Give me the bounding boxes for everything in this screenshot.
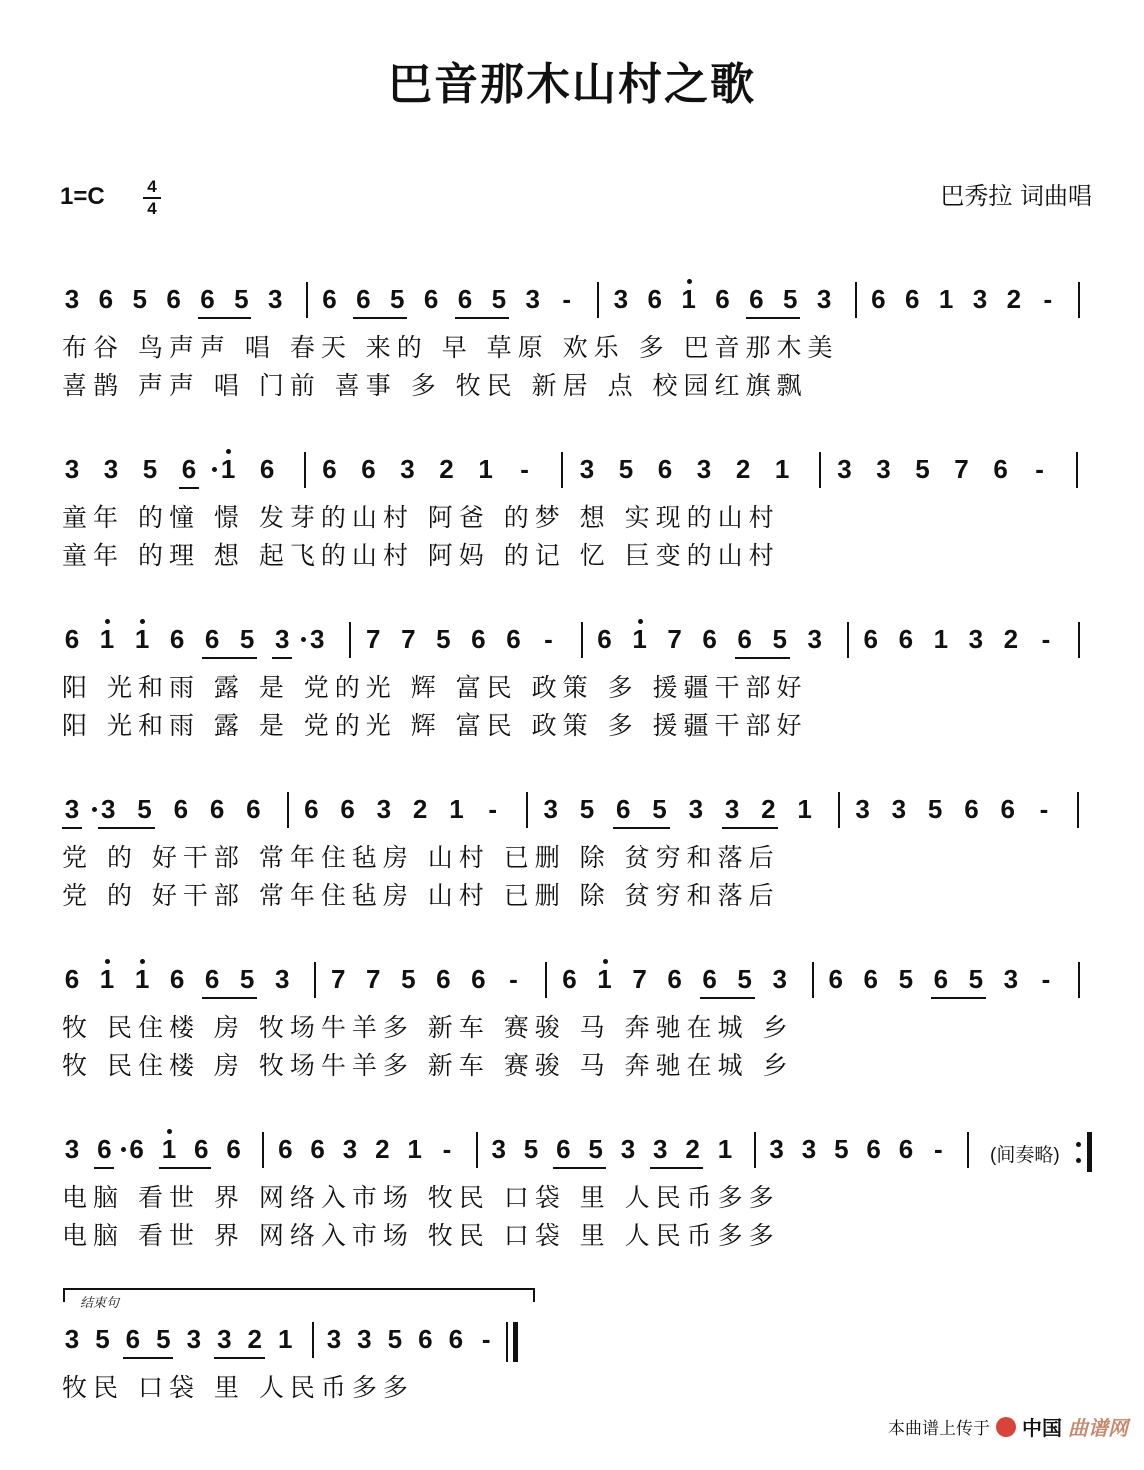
- score-system: [0, 1120, 1144, 1280]
- note: 6: [506, 624, 521, 654]
- dash-extension: -: [520, 454, 529, 484]
- barline: [855, 282, 857, 318]
- augmentation-dot: [121, 1147, 126, 1152]
- site-name-part2: 曲谱网: [1068, 1416, 1128, 1440]
- note: 7: [331, 964, 346, 994]
- note: 3: [620, 1134, 636, 1164]
- note: 6: [322, 284, 337, 314]
- note: 3: [186, 1324, 202, 1354]
- dash-extension: -: [562, 284, 571, 314]
- note: 1: [99, 624, 115, 654]
- note: 5: [737, 964, 752, 994]
- note: 6: [436, 964, 451, 994]
- note: 3: [613, 284, 629, 314]
- note: 6: [97, 1134, 112, 1164]
- repeat-dot: [1076, 1142, 1081, 1147]
- note: 6: [418, 1324, 433, 1354]
- score-system: [0, 950, 1144, 1110]
- barline: [526, 792, 528, 828]
- high-octave-dot: [105, 959, 110, 964]
- note: 6: [562, 964, 577, 994]
- note: 5: [387, 1324, 403, 1354]
- lyric-line-1: 党 的 好干部 常年住毡房 山村 已删 除 贫穷和落后: [62, 843, 780, 872]
- note: 3: [64, 794, 80, 824]
- note: 6: [169, 624, 185, 654]
- ending-label: 结束句: [80, 1296, 120, 1311]
- beam-underline: [746, 317, 800, 319]
- note: 1: [632, 624, 647, 654]
- note: 5: [968, 964, 984, 994]
- barline: [812, 962, 814, 998]
- beam-underline: [123, 1357, 173, 1359]
- note: 6: [64, 964, 80, 994]
- note: 2: [439, 454, 454, 484]
- note: 6: [64, 624, 80, 654]
- beam-underline: [455, 317, 509, 319]
- note: 6: [863, 624, 878, 654]
- note: 3: [376, 794, 392, 824]
- beam-underline: [353, 317, 407, 319]
- note: 1: [220, 454, 236, 484]
- note: 1: [99, 964, 115, 994]
- note: 5: [390, 284, 405, 314]
- note: 3: [64, 1134, 80, 1164]
- note: 7: [366, 964, 381, 994]
- note: 5: [239, 964, 255, 994]
- key-signature: 1=C: [60, 183, 105, 210]
- note: 3: [543, 794, 558, 824]
- note: 6: [749, 284, 764, 314]
- barline: [967, 1132, 969, 1168]
- note: 6: [898, 624, 914, 654]
- final-barline-thin: [506, 1322, 508, 1362]
- barline: [754, 1132, 756, 1168]
- site-name-part1: 中国: [1022, 1416, 1062, 1440]
- dash-extension: -: [488, 794, 498, 824]
- note: 1: [597, 964, 612, 994]
- time-signature-bottom: 4: [147, 199, 157, 218]
- note: 6: [471, 624, 486, 654]
- note: 3: [807, 624, 822, 654]
- repeat-dot: [1076, 1158, 1081, 1163]
- time-signature-top: 4: [147, 177, 157, 196]
- beam-underline: [613, 827, 669, 829]
- note: 6: [200, 284, 215, 314]
- note: 1: [933, 624, 949, 654]
- note: 6: [204, 964, 220, 994]
- note: 1: [717, 1134, 733, 1164]
- high-octave-dot: [167, 1129, 172, 1134]
- note: 5: [156, 1324, 171, 1354]
- note: 2: [761, 794, 776, 824]
- upload-text: 本曲谱上传于: [888, 1419, 990, 1438]
- beam-underline: [62, 827, 82, 829]
- barline: [581, 622, 583, 658]
- note: 3: [274, 624, 290, 654]
- note: 6: [715, 284, 730, 314]
- note: 3: [64, 1324, 80, 1354]
- barline: [597, 282, 599, 318]
- note: 5: [132, 284, 147, 314]
- dash-extension: -: [442, 1134, 452, 1164]
- lyric-line-1: 阳 光和雨 露 是 党的光 辉 富民 政策 多 援疆干部好: [62, 673, 808, 702]
- note: 1: [134, 964, 150, 994]
- lyric-line-1: 布谷 鸟声声 唱 春天 来的 早 草原 欢乐 多 巴音那木美: [62, 333, 839, 362]
- note: 6: [616, 794, 631, 824]
- note: 6: [356, 284, 371, 314]
- note: 6: [866, 1134, 881, 1164]
- note: 3: [972, 284, 988, 314]
- site-logo-icon: [996, 1417, 1016, 1437]
- note: 6: [204, 624, 220, 654]
- note: 5: [401, 964, 416, 994]
- note: 3: [491, 1134, 506, 1164]
- dash-extension: -: [1041, 624, 1051, 654]
- note: 5: [436, 624, 451, 654]
- lyric-line-2: 童年 的理 想 起飞的山村 阿妈 的记 忆 巨变的山村: [62, 541, 780, 570]
- note: 7: [632, 964, 647, 994]
- dash-extension: -: [1039, 794, 1049, 824]
- note: 6: [194, 1134, 209, 1164]
- barline: [1077, 792, 1079, 828]
- note: 2: [685, 1134, 700, 1164]
- lyric-line-2: 电脑 看世 界 网络入市场 牧民 口袋 里 人民币多多: [62, 1221, 780, 1250]
- note: 1: [938, 284, 954, 314]
- barline: [314, 962, 316, 998]
- beam-underline: [722, 827, 778, 829]
- note: 6: [322, 454, 337, 484]
- dash-extension: -: [1035, 454, 1044, 484]
- note: 3: [326, 1324, 342, 1354]
- beam-underline: [202, 997, 257, 999]
- note: 6: [448, 1324, 464, 1354]
- lyric-line-2: 党 的 好干部 常年住毡房 山村 已删 除 贫穷和落后: [62, 881, 780, 910]
- note: 6: [828, 964, 843, 994]
- note: 3: [801, 1134, 817, 1164]
- barline: [262, 1132, 264, 1168]
- note: 3: [357, 1324, 372, 1354]
- beam-underline: [159, 1167, 211, 1169]
- high-octave-dot: [603, 959, 608, 964]
- note: 6: [657, 454, 673, 484]
- note: 6: [304, 794, 319, 824]
- note: 2: [412, 794, 428, 824]
- barline: [287, 792, 289, 828]
- note: 6: [209, 794, 225, 824]
- note: 6: [129, 1134, 144, 1164]
- note: 5: [783, 284, 798, 314]
- barline: [819, 452, 821, 488]
- lyric-line-2: 牧 民住楼 房 牧场牛羊多 新车 赛骏 马 奔驰在城 乡: [62, 1051, 794, 1080]
- note: 5: [239, 624, 255, 654]
- note: 6: [1000, 794, 1015, 824]
- note: 2: [735, 454, 751, 484]
- barline: [312, 1322, 314, 1358]
- note: 1: [478, 454, 493, 484]
- lyric-line-1: 童年 的憧 憬 发芽的山村 阿爸 的梦 想 实现的山村: [62, 503, 780, 532]
- note: 5: [898, 964, 914, 994]
- beam-underline: [94, 1167, 114, 1169]
- note: 5: [523, 1134, 539, 1164]
- dash-extension: -: [1043, 284, 1053, 314]
- note: 1: [449, 794, 464, 824]
- note: 6: [702, 624, 717, 654]
- note: 3: [724, 794, 740, 824]
- note: 3: [103, 454, 119, 484]
- note: 6: [898, 1134, 914, 1164]
- note: 3: [579, 454, 595, 484]
- beam-underline: [650, 1167, 702, 1169]
- note: 6: [933, 964, 949, 994]
- score-system: [0, 270, 1144, 430]
- lyric-line-1: 牧 民住楼 房 牧场牛羊多 新车 赛骏 马 奔驰在城 乡: [62, 1013, 794, 1042]
- note: 6: [173, 794, 189, 824]
- barline: [1078, 622, 1080, 658]
- lyric-line-2: 阳 光和雨 露 是 党的光 辉 富民 政策 多 援疆干部好: [62, 711, 808, 740]
- note: 6: [310, 1134, 325, 1164]
- score-system: [0, 440, 1144, 600]
- note: 2: [1006, 284, 1022, 314]
- note: 6: [964, 794, 979, 824]
- note: 6: [863, 964, 878, 994]
- note: 3: [217, 1324, 232, 1354]
- credit-line: 巴秀拉 词曲唱: [940, 182, 1092, 210]
- note: 5: [142, 454, 158, 484]
- repeat-end-barline: [1087, 1132, 1092, 1172]
- note: 6: [166, 284, 181, 314]
- note: 3: [772, 964, 787, 994]
- note: 5: [618, 454, 634, 484]
- barline: [561, 452, 563, 488]
- note: 6: [246, 794, 261, 824]
- note: 3: [525, 284, 541, 314]
- note: 5: [234, 284, 249, 314]
- augmentation-dot: [301, 637, 306, 642]
- barline: [1076, 452, 1078, 488]
- note: 6: [871, 284, 886, 314]
- lyric-line-1: 牧民 口袋 里 人民币多多: [62, 1373, 414, 1402]
- dash-extension: -: [933, 1134, 943, 1164]
- note: 3: [310, 624, 325, 654]
- note: 5: [588, 1134, 603, 1164]
- note: 6: [226, 1134, 241, 1164]
- barline: [1078, 962, 1080, 998]
- note: 6: [993, 454, 1008, 484]
- final-barline: [513, 1322, 518, 1362]
- note: 6: [259, 454, 275, 484]
- note: 7: [954, 454, 969, 484]
- score-system: [0, 780, 1144, 940]
- dash-extension: -: [544, 624, 553, 654]
- note: 7: [401, 624, 416, 654]
- augmentation-dot: [212, 467, 217, 472]
- song-title: 巴音那木山村之歌: [388, 59, 756, 110]
- time-signature: [143, 178, 161, 218]
- note: 3: [816, 284, 832, 314]
- score-system: [0, 1296, 1144, 1470]
- beam-underline: [198, 317, 252, 319]
- note: 1: [161, 1134, 177, 1164]
- note: 6: [181, 454, 197, 484]
- high-octave-dot: [638, 619, 643, 624]
- note: 6: [737, 624, 752, 654]
- note: 3: [688, 794, 704, 824]
- note: 3: [400, 454, 415, 484]
- beam-underline: [272, 657, 292, 659]
- barline: [304, 452, 306, 488]
- lyric-line-1: 电脑 看世 界 网络入市场 牧民 口袋 里 人民币多多: [62, 1183, 780, 1212]
- note: 6: [905, 284, 920, 314]
- note: 6: [647, 284, 662, 314]
- score-system: [0, 610, 1144, 770]
- note: 5: [772, 624, 787, 654]
- note: 5: [652, 794, 667, 824]
- interlude-note: (间奏略): [990, 1145, 1060, 1166]
- note: 6: [457, 284, 473, 314]
- beam-underline: [931, 997, 986, 999]
- note: 3: [855, 794, 870, 824]
- note: 3: [64, 284, 80, 314]
- high-octave-dot: [687, 279, 692, 284]
- note: 6: [169, 964, 185, 994]
- beam-underline: [214, 1357, 264, 1359]
- note: 7: [667, 624, 682, 654]
- footer: [888, 1412, 1128, 1441]
- beam-underline: [98, 827, 154, 829]
- note: 5: [915, 454, 930, 484]
- note: 1: [277, 1324, 293, 1354]
- beam-underline: [553, 1167, 605, 1169]
- augmentation-dot: [92, 807, 97, 812]
- ending-bracket: [63, 1288, 535, 1302]
- note: 3: [876, 454, 891, 484]
- high-octave-dot: [105, 619, 110, 624]
- beam-underline: [700, 997, 755, 999]
- note: 3: [891, 794, 907, 824]
- note: 6: [702, 964, 717, 994]
- note: 3: [769, 1134, 784, 1164]
- beam-underline: [202, 657, 257, 659]
- note: 3: [696, 454, 712, 484]
- note: 5: [834, 1134, 849, 1164]
- barline: [545, 962, 547, 998]
- note: 5: [95, 1324, 110, 1354]
- beam-underline: [735, 657, 790, 659]
- note: 1: [797, 794, 812, 824]
- note: 2: [1003, 624, 1019, 654]
- note: 6: [556, 1134, 571, 1164]
- note: 3: [101, 794, 116, 824]
- note: 2: [247, 1324, 262, 1354]
- note: 6: [278, 1134, 293, 1164]
- note: 6: [98, 284, 114, 314]
- note: 3: [64, 454, 80, 484]
- barline: [838, 792, 840, 828]
- lyric-line-2: 喜鹊 声声 唱 门前 喜事 多 牧民 新居 点 校园红旗飘: [62, 371, 808, 400]
- beam-underline: [179, 487, 199, 489]
- note: 7: [366, 624, 381, 654]
- note: 3: [1003, 964, 1019, 994]
- dash-extension: -: [1041, 964, 1051, 994]
- barline: [476, 1132, 478, 1168]
- dash-extension: -: [509, 964, 518, 994]
- note: 3: [968, 624, 984, 654]
- note: 6: [667, 964, 682, 994]
- barline: [847, 622, 849, 658]
- note: 6: [125, 1324, 141, 1354]
- note: 3: [274, 964, 290, 994]
- barline: [1078, 282, 1080, 318]
- note: 6: [597, 624, 612, 654]
- note: 6: [361, 454, 376, 484]
- note: 6: [423, 284, 439, 314]
- note: 6: [471, 964, 486, 994]
- note: 3: [268, 284, 283, 314]
- note: 1: [774, 454, 790, 484]
- dash-extension: -: [481, 1324, 491, 1354]
- note: 5: [927, 794, 943, 824]
- note: 3: [653, 1134, 668, 1164]
- note: 2: [375, 1134, 390, 1164]
- note: 1: [134, 624, 150, 654]
- note: 3: [342, 1134, 358, 1164]
- barline: [349, 622, 351, 658]
- note: 6: [340, 794, 355, 824]
- note: 5: [137, 794, 152, 824]
- note: 1: [681, 284, 696, 314]
- note: 5: [491, 284, 507, 314]
- note: 1: [407, 1134, 422, 1164]
- note: 5: [579, 794, 595, 824]
- note: 3: [837, 454, 852, 484]
- barline: [306, 282, 308, 318]
